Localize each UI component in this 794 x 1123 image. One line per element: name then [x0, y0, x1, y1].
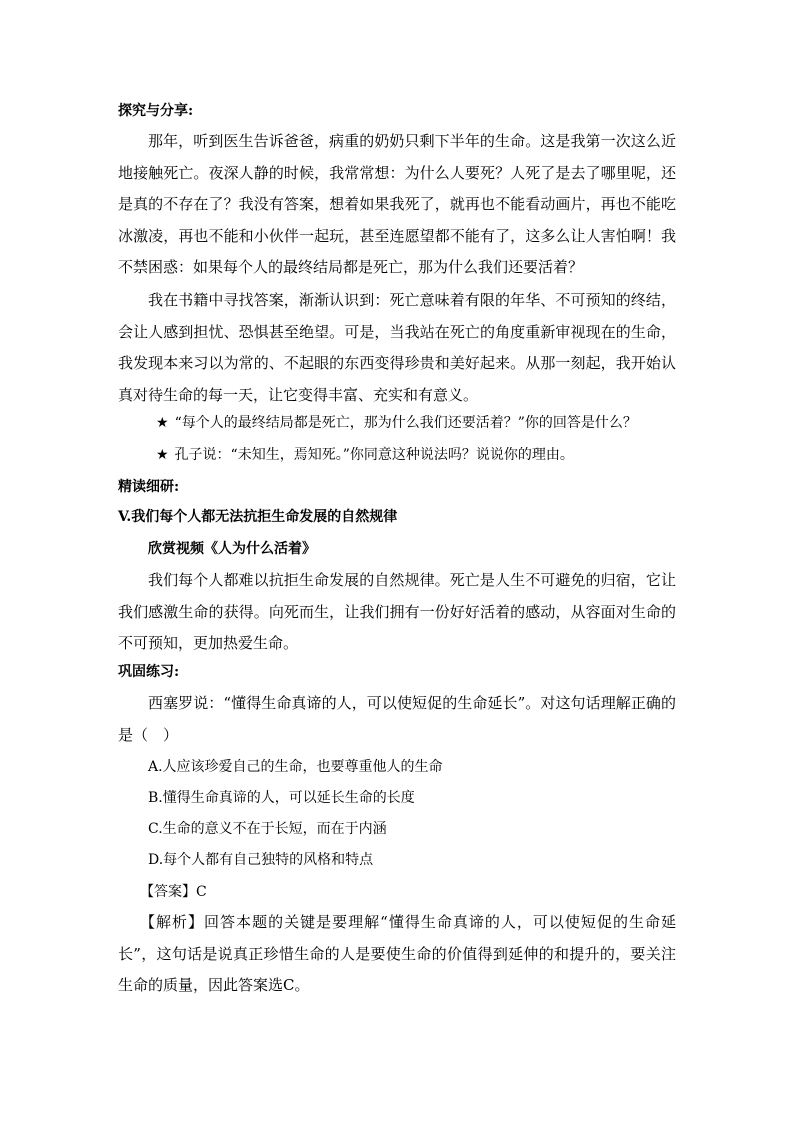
option-d: D.每个人都有自己独特的风格和特点	[148, 852, 374, 868]
question-1	[156, 413, 637, 433]
option-b: B.懂得生命真谛的人，可以延长生命的长度	[148, 790, 415, 806]
video-title: 欣赏视频《人为什么活着》	[148, 541, 316, 557]
star-icon: ★	[156, 415, 169, 431]
story-paragraph-1: 那年，听到医生告诉爸爸，病重的奶奶只剩下半年的生命。这是我第一次这么近地接触死亡。夜深人静的时候，我常常想：为什么人要死？人死了是去了哪里呢，还是真的不存在了？我没有答案，想着如果我死了，就再也不能看动画片，再也不能吃冰激凌，再也不能和小伙伴一起玩，甚至连愿望都不能有了，这多么让人害怕啊！我不禁困惑：如果每个人的最终结局都是死亡，那为什么我们还要活着？	[118, 132, 676, 276]
story-paragraph-2: 我在书籍中寻找答案，渐渐认识到：死亡意味着有限的年华、不可预知的终结，会让人感到担忧、恐惧甚至绝望。可是，当我站在死亡的角度重新审视现在的生命，我发现本来习以为常的、不起眼的东西变得珍贵和美好起来。从那一刻起，我开始认真对待生命的每一天，让它变得丰富、充实和有意义。	[118, 291, 676, 404]
question-2-text: 孔子说：“未知生，焉知死。”你同意这种说法吗？说说你的理由。	[174, 447, 574, 463]
section-heading-close-reading: 精读细研:	[118, 479, 180, 495]
question-1-text: “每个人的最终结局都是死亡，那为什么我们还要活着？”你的回答是什么？	[174, 415, 637, 431]
analysis-paragraph: 【解析】回答本题的关键是要理解“懂得生命真谛的人，可以使短促的生命延长”，这句话是说真正珍惜生命的人是要使生命的价值得到延伸的和提升的，要关注生命的质量，因此答案选C。	[118, 913, 676, 994]
option-a: A.人应该珍爱自己的生命，也要尊重他人的生命	[148, 759, 443, 775]
subheading-natural-law: V.我们每个人都无法抗拒生命发展的自然规律	[118, 509, 398, 525]
star-icon: ★	[156, 447, 169, 463]
natural-law-paragraph: 我们每个人都难以抗拒生命发展的自然规律。死亡是人生不可避免的归宿，它让我们感激生命的获得。向死而生，让我们拥有一份好好活着的感动，从容面对生命的不可预知，更加热爱生命。	[118, 571, 676, 652]
option-c: C.生命的意义不在于长短，而在于内涵	[148, 821, 387, 837]
answer-line: 【答案】C	[140, 884, 207, 900]
section-heading-explore-share: 探究与分享:	[118, 103, 194, 119]
practice-question: 西塞罗说：“懂得生命真谛的人，可以使短促的生命延长”。对这句话理解正确的是（ ）	[118, 694, 676, 744]
question-2	[156, 445, 574, 465]
section-heading-practice: 巩固练习:	[118, 664, 180, 680]
